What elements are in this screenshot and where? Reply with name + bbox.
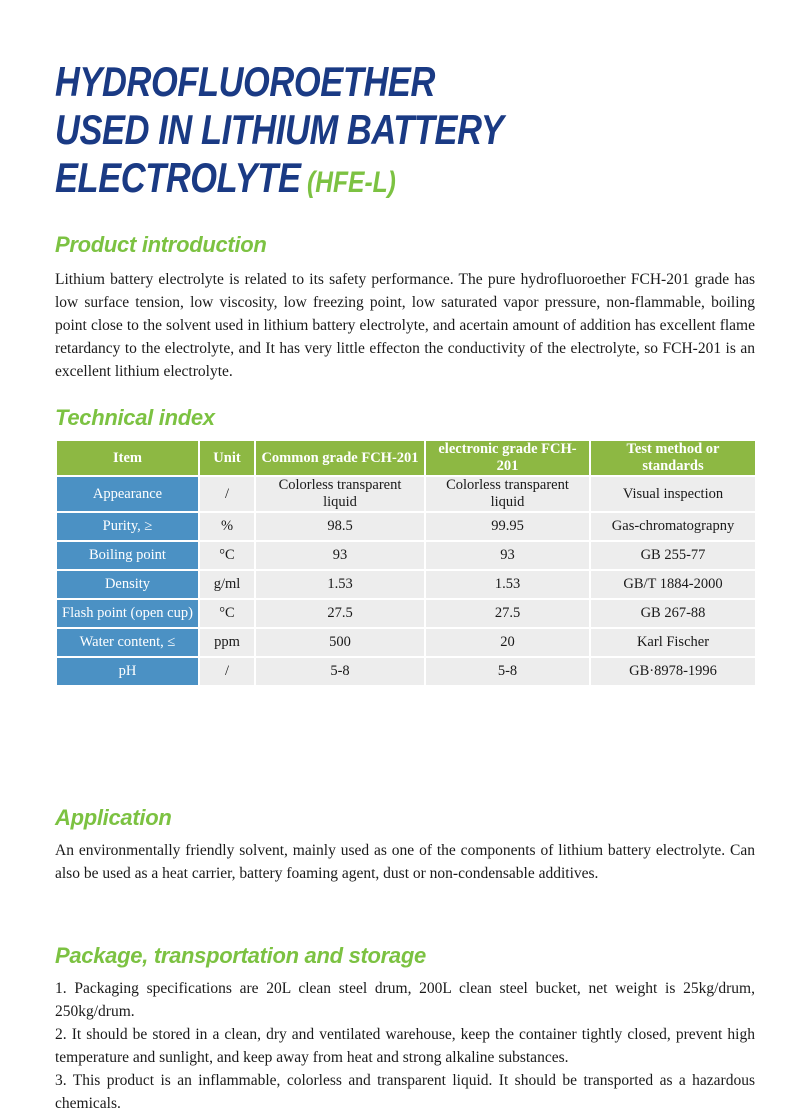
section-heading-package: Package, transportation and storage <box>55 943 426 968</box>
row-label-cell: Boiling point <box>56 541 199 570</box>
package-item-3: 3. This product is an inflammable, colorless and transparent liquid. It should be transported as a hazardous chemicals. <box>55 1072 755 1112</box>
col-header-test-method: Test method or standards <box>590 440 756 476</box>
unit-cell: / <box>199 476 255 512</box>
table-row-boiling-point <box>56 541 756 570</box>
common-grade-cell: 5-8 <box>255 657 425 686</box>
test-method-cell: GB 255-77 <box>590 541 756 570</box>
unit-cell: °C <box>199 541 255 570</box>
electronic-grade-cell: 99.95 <box>425 512 590 541</box>
row-label-cell: Flash point (open cup) <box>56 599 199 628</box>
common-grade-cell: 1.53 <box>255 570 425 599</box>
unit-cell: g/ml <box>199 570 255 599</box>
package-item-2: 2. It should be stored in a clean, dry and ventilated warehouse, keep the container tightly closed, prevent high temperature and sunlight, and keep away from heat and strong alkaline substances. <box>55 1026 755 1066</box>
section-heading-technical-index: Technical index <box>55 405 215 430</box>
package-item-1: 1. Packaging specifications are 20L clean steel drum, 200L clean steel bucket, net weight is 25kg/drum, 250kg/drum. <box>55 980 755 1020</box>
electronic-grade-cell: Colorless transparent liquid <box>425 476 590 512</box>
electronic-grade-cell: 5-8 <box>425 657 590 686</box>
title-line-1: HYDROFLUOROETHER <box>55 58 435 105</box>
test-method-cell: GB·8978-1996 <box>590 657 756 686</box>
row-label-cell: pH <box>56 657 199 686</box>
table-row-ph <box>56 657 756 686</box>
col-header-unit: Unit <box>199 440 255 476</box>
title-line-3-text: ELECTROLYTE <box>55 154 301 201</box>
common-grade-cell: 93 <box>255 541 425 570</box>
electronic-grade-cell: 20 <box>425 628 590 657</box>
row-label-cell: Appearance <box>56 476 199 512</box>
application-paragraph: An environmentally friendly solvent, mainly used as one of the components of lithium battery electrolyte. Can also be used as a heat carrier, battery foaming agent, dust or non-condensable additives. <box>55 842 755 882</box>
page-title <box>55 58 629 207</box>
table-row-flash-point <box>56 599 756 628</box>
section-heading-application: Application <box>55 805 172 830</box>
table-row-appearance <box>56 476 756 512</box>
test-method-cell: Gas-chromatograpny <box>590 512 756 541</box>
test-method-cell: GB/T 1884-2000 <box>590 570 756 599</box>
introduction-paragraph: Lithium battery electrolyte is related to its safety performance. The pure hydrofluoroether FCH-201 grade has low surface tension, low viscosity, low freezing point, low saturated vapor pressure, non-flammable, boiling point close to the solvent used in lithium battery electrolyte, and acertain amount of addition has excellent flame retardancy to the electrolyte, and It has very little effecton the conductivity of the electrolyte, so FCH-201 is an excellent lithium electrolyte. <box>55 271 755 380</box>
table-row-density <box>56 570 756 599</box>
electronic-grade-cell: 93 <box>425 541 590 570</box>
test-method-cell: GB 267-88 <box>590 599 756 628</box>
section-heading-introduction: Product introduction <box>55 232 267 257</box>
table-header-row <box>56 440 756 476</box>
common-grade-cell: 27.5 <box>255 599 425 628</box>
row-label-cell: Density <box>56 570 199 599</box>
col-header-item: Item <box>56 440 199 476</box>
unit-cell: / <box>199 657 255 686</box>
col-header-common-grade: Common grade FCH-201 <box>255 440 425 476</box>
unit-cell: ppm <box>199 628 255 657</box>
common-grade-cell: Colorless transparent liquid <box>255 476 425 512</box>
row-label-cell: Water content, ≤ <box>56 628 199 657</box>
title-line-3 <box>55 154 629 207</box>
title-suffix: (HFE-L) <box>307 166 396 199</box>
row-label-cell: Purity, ≥ <box>56 512 199 541</box>
title-line-2: USED IN LITHIUM BATTERY <box>55 106 504 153</box>
unit-cell: % <box>199 512 255 541</box>
technical-index-table <box>55 439 757 687</box>
electronic-grade-cell: 27.5 <box>425 599 590 628</box>
unit-cell: °C <box>199 599 255 628</box>
col-header-electronic-grade: electronic grade FCH-201 <box>425 440 590 476</box>
test-method-cell: Karl Fischer <box>590 628 756 657</box>
electronic-grade-cell: 1.53 <box>425 570 590 599</box>
common-grade-cell: 98.5 <box>255 512 425 541</box>
table-row-water-content <box>56 628 756 657</box>
test-method-cell: Visual inspection <box>590 476 756 512</box>
table-row-purity <box>56 512 756 541</box>
common-grade-cell: 500 <box>255 628 425 657</box>
